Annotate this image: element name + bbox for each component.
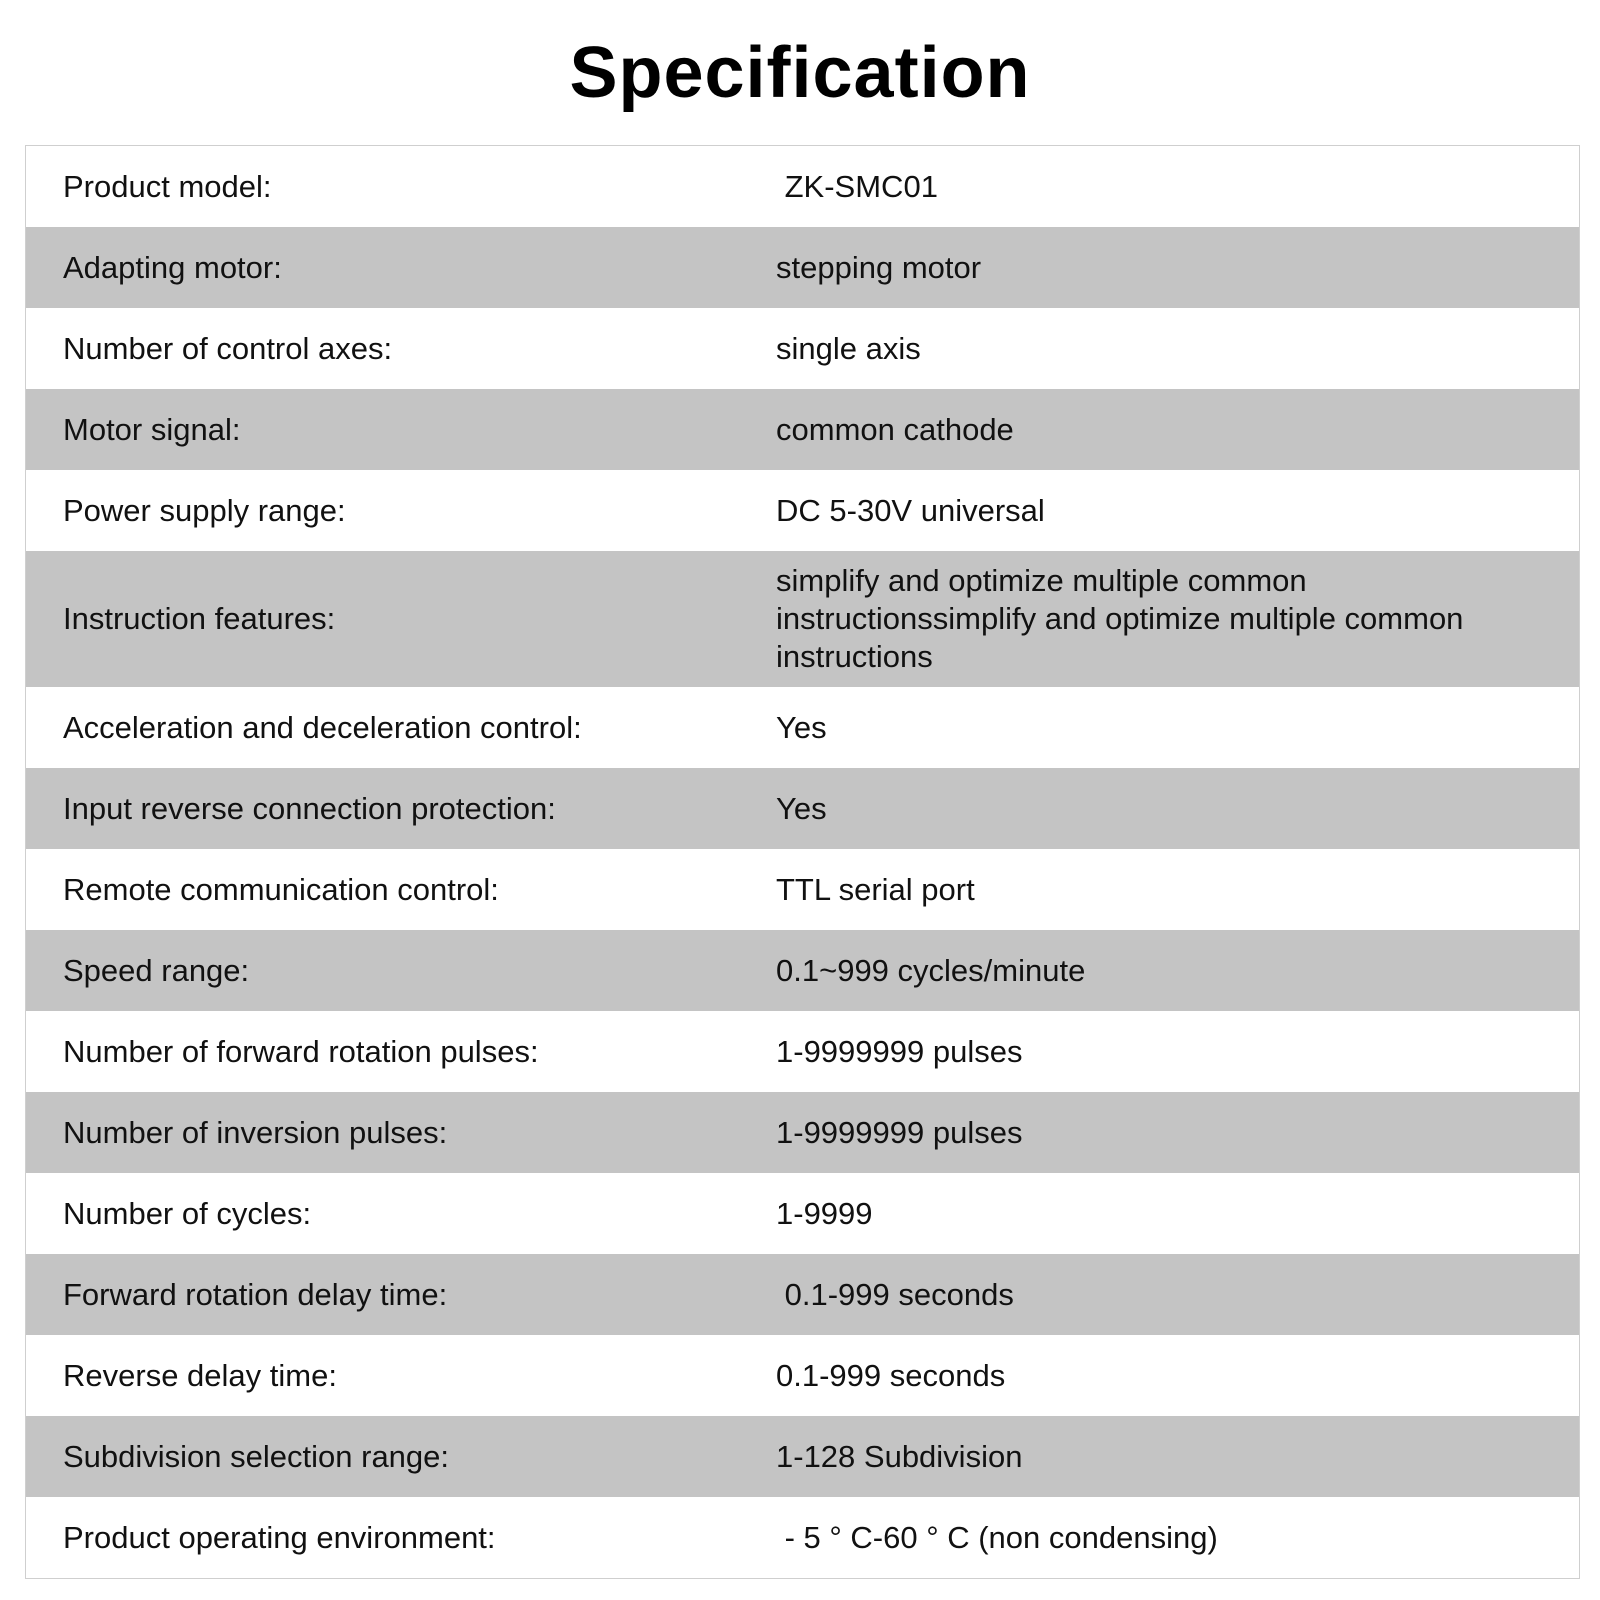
- row-label: Adapting motor:: [63, 249, 282, 285]
- table-row-forward-pulses: [26, 1011, 1579, 1092]
- row-value: 0.1-999 seconds: [776, 1276, 1014, 1312]
- table-row-motor-signal: [26, 389, 1579, 470]
- row-value: 0.1~999 cycles/minute: [776, 952, 1086, 988]
- row-label: Remote communication control:: [63, 871, 499, 907]
- row-label: Subdivision selection range:: [63, 1438, 450, 1474]
- row-value: 1-9999: [776, 1195, 873, 1231]
- row-label: Input reverse connection protection:: [63, 790, 556, 826]
- table-row-power-supply: [26, 470, 1579, 551]
- table-row-reverse-delay: [26, 1335, 1579, 1416]
- row-value: common cathode: [776, 411, 1014, 447]
- row-label: Number of inversion pulses:: [63, 1114, 448, 1150]
- row-value: 1-9999999 pulses: [776, 1033, 1023, 1069]
- table-row-cycles: [26, 1173, 1579, 1254]
- row-value: 1-9999999 pulses: [776, 1114, 1023, 1150]
- table-row-inversion-pulses: [26, 1092, 1579, 1173]
- row-value: TTL serial port: [776, 871, 975, 907]
- table-row-forward-delay: [26, 1254, 1579, 1335]
- row-label: Acceleration and deceleration control:: [63, 709, 582, 745]
- row-value: single axis: [776, 330, 921, 366]
- row-label: Number of forward rotation pulses:: [63, 1033, 539, 1069]
- table-row-instruction-features: [26, 551, 1579, 687]
- table-row-remote-communication: [26, 849, 1579, 930]
- row-value: simplify and optimize multiple common instructionssimplify and optimize multiple common instructions: [776, 563, 1473, 674]
- row-value: stepping motor: [776, 249, 982, 285]
- table-row-subdivision: [26, 1416, 1579, 1497]
- table-row-reverse-protection: [26, 768, 1579, 849]
- row-label: Power supply range:: [63, 492, 346, 528]
- row-value: 0.1-999 seconds: [776, 1357, 1006, 1393]
- table-row-operating-environment: [26, 1497, 1579, 1578]
- row-label: Instruction features:: [63, 601, 336, 636]
- row-value: 1-128 Subdivision: [776, 1438, 1023, 1474]
- table-row-adapting-motor: [26, 227, 1579, 308]
- row-label: Product operating environment:: [63, 1519, 496, 1555]
- row-label: Product model:: [63, 168, 272, 204]
- spec-table: [25, 145, 1580, 1579]
- row-value: Yes: [776, 790, 827, 826]
- page-title: Specification: [569, 33, 1031, 113]
- row-value: DC 5-30V universal: [776, 492, 1045, 528]
- row-label: Reverse delay time:: [63, 1357, 337, 1393]
- row-label: Forward rotation delay time:: [63, 1276, 448, 1312]
- row-value: Yes: [776, 709, 827, 745]
- row-value: - 5 ° C-60 ° C (non condensing): [776, 1519, 1218, 1555]
- row-label: Speed range:: [63, 952, 250, 988]
- table-row-product-model: [26, 146, 1579, 227]
- row-value: ZK-SMC01: [776, 168, 938, 204]
- row-label: Number of control axes:: [63, 330, 393, 366]
- table-row-speed-range: [26, 930, 1579, 1011]
- row-label: Number of cycles:: [63, 1195, 312, 1231]
- table-row-control-axes: [26, 308, 1579, 389]
- table-row-accel-decel: [26, 687, 1579, 768]
- row-label: Motor signal:: [63, 411, 241, 447]
